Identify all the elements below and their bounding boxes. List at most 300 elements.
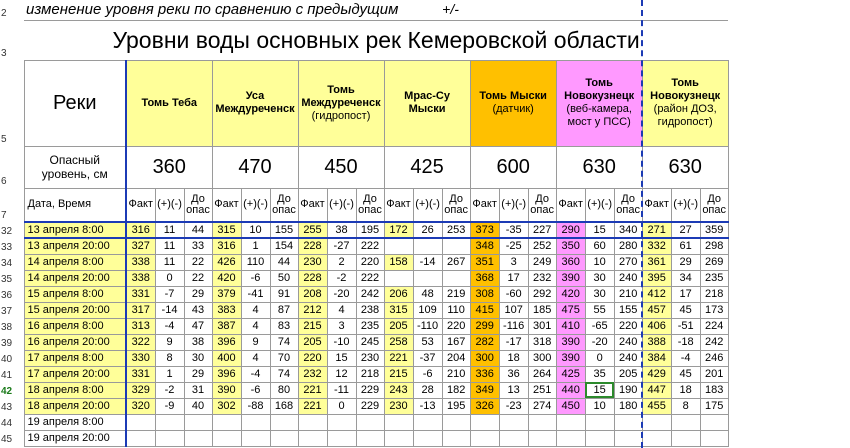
to-danger-cell[interactable] [528, 430, 556, 446]
fact-cell[interactable]: 447 [642, 382, 671, 398]
fact-cell[interactable] [126, 430, 155, 446]
change-cell[interactable]: 4 [327, 302, 356, 318]
to-danger-cell[interactable]: 74 [270, 366, 298, 382]
row-number[interactable]: 35 [0, 270, 24, 286]
change-cell[interactable]: 8 [155, 350, 184, 366]
row-number[interactable]: 33 [0, 238, 24, 254]
fact-cell[interactable]: 379 [212, 286, 241, 302]
to-danger-cell[interactable]: 238 [356, 302, 384, 318]
fact-cell[interactable]: 450 [556, 398, 585, 414]
to-danger-cell[interactable]: 298 [700, 238, 728, 254]
change-cell[interactable]: 36 [499, 366, 528, 382]
to-danger-cell[interactable]: 38 [184, 334, 212, 350]
fact-cell[interactable]: 387 [212, 318, 241, 334]
change-cell[interactable]: 9 [241, 334, 270, 350]
change-cell[interactable]: 30 [585, 270, 614, 286]
to-danger-cell[interactable]: 222 [356, 238, 384, 254]
change-header[interactable]: (+)(-) [413, 188, 442, 222]
to-danger-cell[interactable]: 195 [356, 222, 384, 238]
fact-cell[interactable]: 348 [470, 238, 499, 254]
fact-cell[interactable]: 331 [126, 286, 155, 302]
fact-cell[interactable]: 308 [470, 286, 499, 302]
to-danger-cell[interactable]: 205 [614, 366, 642, 382]
to-danger-cell[interactable] [442, 430, 470, 446]
station-header[interactable] [298, 60, 384, 146]
change-cell[interactable]: 11 [155, 254, 184, 270]
date-cell[interactable]: 19 апреля 20:00 [24, 430, 126, 446]
fact-cell[interactable] [384, 414, 413, 430]
to-danger-cell[interactable] [528, 414, 556, 430]
change-cell[interactable]: 45 [671, 302, 700, 318]
fact-cell[interactable] [556, 430, 585, 446]
fact-header[interactable]: Факт [642, 188, 671, 222]
to-danger-cell[interactable]: 40 [184, 398, 212, 414]
fact-cell[interactable]: 420 [556, 286, 585, 302]
date-cell[interactable]: 18 апреля 8:00 [24, 382, 126, 398]
to-danger-cell[interactable]: 235 [700, 270, 728, 286]
change-header[interactable]: (+)(-) [499, 188, 528, 222]
to-danger-cell[interactable]: 154 [270, 238, 298, 254]
fact-cell[interactable]: 212 [298, 302, 327, 318]
fact-cell[interactable]: 258 [384, 334, 413, 350]
to-danger-cell[interactable]: 219 [442, 286, 470, 302]
change-cell[interactable]: -116 [499, 318, 528, 334]
to-danger-cell[interactable]: 80 [270, 382, 298, 398]
change-cell[interactable]: 2 [327, 254, 356, 270]
fact-header[interactable]: Факт [298, 188, 327, 222]
change-cell[interactable]: 17 [671, 286, 700, 302]
change-cell[interactable]: 8 [671, 398, 700, 414]
fact-cell[interactable]: 221 [384, 350, 413, 366]
change-header[interactable]: (+)(-) [155, 188, 184, 222]
to-danger-cell[interactable] [184, 414, 212, 430]
change-cell[interactable] [413, 270, 442, 286]
sign-cell[interactable]: +/- [442, 1, 459, 18]
to-danger-cell[interactable]: 44 [184, 222, 212, 238]
fact-cell[interactable]: 350 [556, 238, 585, 254]
date-cell[interactable]: 15 апреля 8:00 [24, 286, 126, 302]
fact-cell[interactable]: 331 [126, 366, 155, 382]
fact-cell[interactable]: 332 [642, 238, 671, 254]
fact-cell[interactable]: 255 [298, 222, 327, 238]
fact-cell[interactable]: 221 [298, 398, 327, 414]
fact-header[interactable]: Факт [384, 188, 413, 222]
change-cell[interactable] [413, 414, 442, 430]
to-danger-cell[interactable] [700, 414, 728, 430]
to-danger-cell[interactable] [356, 430, 384, 446]
date-cell[interactable]: 16 апреля 8:00 [24, 318, 126, 334]
to-danger-cell[interactable]: 240 [614, 350, 642, 366]
to-danger-cell[interactable]: 155 [270, 222, 298, 238]
change-cell[interactable] [585, 430, 614, 446]
danger-level-value[interactable]: 360 [126, 146, 212, 188]
change-cell[interactable]: 60 [585, 238, 614, 254]
fact-cell[interactable] [470, 430, 499, 446]
change-cell[interactable]: 1 [155, 366, 184, 382]
to-danger-cell[interactable]: 201 [700, 366, 728, 382]
change-cell[interactable]: -20 [327, 286, 356, 302]
change-cell[interactable]: -9 [155, 398, 184, 414]
danger-level-label[interactable]: Опасный уровень, см [24, 146, 126, 188]
row-number[interactable]: 5 [0, 60, 24, 146]
danger-level-value[interactable]: 425 [384, 146, 470, 188]
to-danger-header[interactable]: До опас [184, 188, 212, 222]
change-cell[interactable]: 27 [671, 222, 700, 238]
change-cell[interactable]: -37 [413, 350, 442, 366]
fact-cell[interactable]: 313 [126, 318, 155, 334]
fact-cell[interactable] [384, 430, 413, 446]
fact-cell[interactable]: 230 [384, 398, 413, 414]
to-danger-cell[interactable]: 218 [700, 286, 728, 302]
to-danger-cell[interactable]: 235 [356, 318, 384, 334]
fact-cell[interactable]: 338 [126, 254, 155, 270]
date-cell[interactable]: 15 апреля 20:00 [24, 302, 126, 318]
change-cell[interactable]: 4 [241, 302, 270, 318]
sheet-title[interactable]: Уровни воды основных рек Кемеровской области [24, 20, 728, 60]
to-danger-cell[interactable]: 232 [528, 270, 556, 286]
row-number[interactable]: 45 [0, 430, 24, 446]
fact-cell[interactable]: 426 [212, 254, 241, 270]
change-cell[interactable] [413, 430, 442, 446]
change-header[interactable]: (+)(-) [241, 188, 270, 222]
change-header[interactable]: (+)(-) [671, 188, 700, 222]
to-danger-cell[interactable]: 182 [442, 382, 470, 398]
change-cell[interactable]: 38 [327, 222, 356, 238]
change-cell[interactable]: -11 [327, 382, 356, 398]
fact-cell[interactable]: 412 [642, 286, 671, 302]
fact-cell[interactable]: 410 [556, 318, 585, 334]
change-cell[interactable]: -4 [671, 350, 700, 366]
to-danger-cell[interactable] [614, 430, 642, 446]
danger-level-value[interactable]: 630 [642, 146, 728, 188]
change-cell[interactable] [155, 430, 184, 446]
change-cell[interactable]: -14 [413, 254, 442, 270]
fact-cell[interactable]: 351 [470, 254, 499, 270]
row-number[interactable]: 40 [0, 350, 24, 366]
station-header[interactable] [642, 60, 728, 146]
row-number[interactable]: 34 [0, 254, 24, 270]
fact-cell[interactable] [212, 430, 241, 446]
change-cell[interactable]: 4 [241, 350, 270, 366]
to-danger-cell[interactable]: 280 [614, 238, 642, 254]
change-cell[interactable] [499, 414, 528, 430]
fact-cell[interactable]: 420 [212, 270, 241, 286]
to-danger-cell[interactable]: 50 [270, 270, 298, 286]
fact-cell[interactable]: 316 [126, 222, 155, 238]
change-cell[interactable]: -17 [499, 334, 528, 350]
to-danger-cell[interactable]: 252 [528, 238, 556, 254]
to-danger-header[interactable]: До опас [442, 188, 470, 222]
change-cell[interactable] [671, 430, 700, 446]
to-danger-cell[interactable]: 253 [442, 222, 470, 238]
fact-cell[interactable]: 220 [298, 350, 327, 366]
change-cell[interactable]: 15 [327, 350, 356, 366]
danger-level-value[interactable]: 450 [298, 146, 384, 188]
change-header[interactable]: (+)(-) [327, 188, 356, 222]
fact-cell[interactable]: 302 [212, 398, 241, 414]
change-cell[interactable]: -23 [499, 398, 528, 414]
fact-cell[interactable]: 327 [126, 238, 155, 254]
change-cell[interactable]: -10 [327, 334, 356, 350]
to-danger-cell[interactable]: 195 [442, 398, 470, 414]
change-cell[interactable]: -51 [671, 318, 700, 334]
change-cell[interactable]: -6 [241, 270, 270, 286]
fact-cell[interactable]: 475 [556, 302, 585, 318]
change-cell[interactable]: 11 [155, 222, 184, 238]
change-cell[interactable]: -2 [327, 270, 356, 286]
change-cell[interactable] [241, 414, 270, 430]
to-danger-cell[interactable] [270, 414, 298, 430]
change-cell[interactable]: -60 [499, 286, 528, 302]
change-cell[interactable]: 0 [155, 270, 184, 286]
change-cell[interactable]: -13 [413, 398, 442, 414]
fact-cell[interactable]: 299 [470, 318, 499, 334]
fact-cell[interactable]: 315 [212, 222, 241, 238]
change-cell[interactable]: 17 [499, 270, 528, 286]
fact-cell[interactable]: 457 [642, 302, 671, 318]
fact-cell[interactable] [642, 414, 671, 430]
to-danger-cell[interactable]: 183 [700, 382, 728, 398]
fact-cell[interactable]: 317 [126, 302, 155, 318]
to-danger-header[interactable]: До опас [356, 188, 384, 222]
danger-level-value[interactable]: 600 [470, 146, 556, 188]
fact-cell[interactable]: 206 [384, 286, 413, 302]
to-danger-cell[interactable]: 43 [184, 302, 212, 318]
to-danger-cell[interactable]: 87 [270, 302, 298, 318]
to-danger-cell[interactable]: 251 [528, 382, 556, 398]
change-cell[interactable]: -88 [241, 398, 270, 414]
to-danger-cell[interactable]: 168 [270, 398, 298, 414]
fact-cell[interactable]: 390 [556, 270, 585, 286]
to-danger-cell[interactable]: 292 [528, 286, 556, 302]
to-danger-cell[interactable]: 318 [528, 334, 556, 350]
change-cell[interactable]: 18 [671, 382, 700, 398]
to-danger-cell[interactable]: 47 [184, 318, 212, 334]
to-danger-cell[interactable]: 230 [356, 350, 384, 366]
to-danger-cell[interactable]: 218 [356, 366, 384, 382]
fact-cell[interactable]: 205 [298, 334, 327, 350]
change-cell[interactable]: 13 [499, 382, 528, 398]
fact-cell[interactable]: 415 [470, 302, 499, 318]
fact-cell[interactable]: 361 [642, 254, 671, 270]
row-number[interactable]: 42 [0, 382, 24, 398]
station-header[interactable] [556, 60, 642, 146]
to-danger-cell[interactable]: 274 [528, 398, 556, 414]
to-danger-cell[interactable]: 222 [356, 270, 384, 286]
fact-cell[interactable]: 315 [384, 302, 413, 318]
change-cell[interactable]: 61 [671, 238, 700, 254]
row-number[interactable]: 38 [0, 318, 24, 334]
fact-cell[interactable] [298, 430, 327, 446]
change-cell[interactable]: 1 [241, 238, 270, 254]
fact-cell[interactable]: 360 [556, 254, 585, 270]
to-danger-cell[interactable]: 33 [184, 238, 212, 254]
to-danger-cell[interactable]: 22 [184, 254, 212, 270]
fact-cell[interactable]: 330 [126, 350, 155, 366]
to-danger-cell[interactable]: 173 [700, 302, 728, 318]
change-cell[interactable] [327, 430, 356, 446]
change-cell[interactable]: 110 [241, 254, 270, 270]
fact-cell[interactable] [642, 430, 671, 446]
change-cell[interactable] [413, 238, 442, 254]
date-cell[interactable]: 13 апреля 20:00 [24, 238, 126, 254]
fact-cell[interactable]: 368 [470, 270, 499, 286]
to-danger-cell[interactable]: 185 [528, 302, 556, 318]
note-cell[interactable]: изменение уровня реки по сравнению с предыдущим [26, 1, 399, 19]
fact-cell[interactable]: 282 [470, 334, 499, 350]
fact-cell[interactable]: 336 [470, 366, 499, 382]
fact-cell[interactable]: 400 [212, 350, 241, 366]
date-cell[interactable]: 18 апреля 20:00 [24, 398, 126, 414]
to-danger-cell[interactable]: 175 [700, 398, 728, 414]
to-danger-cell[interactable]: 210 [442, 366, 470, 382]
to-danger-cell[interactable]: 31 [184, 382, 212, 398]
fact-cell[interactable]: 228 [298, 270, 327, 286]
change-cell[interactable]: 55 [585, 302, 614, 318]
row-number[interactable]: 6 [0, 146, 24, 188]
to-danger-cell[interactable]: 227 [528, 222, 556, 238]
fact-cell[interactable]: 316 [212, 238, 241, 254]
fact-cell[interactable]: 215 [298, 318, 327, 334]
change-cell[interactable]: 4 [241, 318, 270, 334]
change-cell[interactable]: 10 [585, 398, 614, 414]
to-danger-cell[interactable]: 180 [614, 398, 642, 414]
change-cell[interactable]: 10 [241, 222, 270, 238]
fact-cell[interactable] [298, 414, 327, 430]
to-danger-cell[interactable]: 110 [442, 302, 470, 318]
to-danger-cell[interactable]: 30 [184, 350, 212, 366]
fact-cell[interactable] [470, 414, 499, 430]
change-cell[interactable]: -4 [241, 366, 270, 382]
fact-cell[interactable]: 425 [556, 366, 585, 382]
to-danger-cell[interactable]: 83 [270, 318, 298, 334]
fact-cell[interactable]: 300 [470, 350, 499, 366]
fact-cell[interactable] [126, 414, 155, 430]
to-danger-cell[interactable]: 240 [614, 270, 642, 286]
to-danger-cell[interactable]: 210 [614, 286, 642, 302]
fact-cell[interactable]: 396 [212, 366, 241, 382]
change-cell[interactable]: 18 [499, 350, 528, 366]
fact-cell[interactable]: 395 [642, 270, 671, 286]
to-danger-cell[interactable]: 29 [184, 286, 212, 302]
change-cell[interactable]: -35 [499, 222, 528, 238]
to-danger-cell[interactable]: 29 [184, 366, 212, 382]
change-cell[interactable] [327, 414, 356, 430]
change-cell[interactable]: 48 [413, 286, 442, 302]
to-danger-cell[interactable]: 220 [614, 318, 642, 334]
change-cell[interactable]: 107 [499, 302, 528, 318]
to-danger-cell[interactable]: 229 [356, 398, 384, 414]
fact-header[interactable]: Факт [470, 188, 499, 222]
to-danger-cell[interactable]: 300 [528, 350, 556, 366]
to-danger-cell[interactable]: 220 [442, 318, 470, 334]
fact-cell[interactable]: 429 [642, 366, 671, 382]
to-danger-cell[interactable]: 204 [442, 350, 470, 366]
fact-cell[interactable]: 338 [126, 270, 155, 286]
date-cell[interactable]: 17 апреля 8:00 [24, 350, 126, 366]
row-number[interactable]: 3 [0, 20, 24, 60]
change-cell[interactable]: -27 [327, 238, 356, 254]
to-danger-header[interactable]: До опас [700, 188, 728, 222]
station-header[interactable] [470, 60, 556, 146]
row-number[interactable]: 2 [0, 0, 24, 20]
change-cell[interactable]: 0 [327, 398, 356, 414]
to-danger-cell[interactable] [614, 414, 642, 430]
fact-cell[interactable] [212, 414, 241, 430]
to-danger-cell[interactable]: 359 [700, 222, 728, 238]
danger-level-value[interactable]: 630 [556, 146, 642, 188]
change-cell[interactable] [155, 414, 184, 430]
change-cell[interactable]: 3 [499, 254, 528, 270]
change-cell[interactable]: 30 [585, 286, 614, 302]
fact-cell[interactable]: 290 [556, 222, 585, 238]
fact-cell[interactable]: 390 [556, 334, 585, 350]
to-danger-cell[interactable]: 269 [700, 254, 728, 270]
to-danger-cell[interactable]: 264 [528, 366, 556, 382]
to-danger-cell[interactable] [442, 270, 470, 286]
change-cell[interactable]: 34 [671, 270, 700, 286]
change-cell[interactable]: -4 [155, 318, 184, 334]
row-number[interactable]: 37 [0, 302, 24, 318]
to-danger-header[interactable]: До опас [270, 188, 298, 222]
to-danger-cell[interactable]: 270 [614, 254, 642, 270]
to-danger-cell[interactable]: 224 [700, 318, 728, 334]
change-cell[interactable]: 53 [413, 334, 442, 350]
change-cell[interactable]: 45 [671, 366, 700, 382]
rivers-header[interactable]: Реки [24, 60, 126, 146]
date-cell[interactable]: 14 апреля 8:00 [24, 254, 126, 270]
change-cell[interactable]: -14 [155, 302, 184, 318]
fact-cell[interactable]: 383 [212, 302, 241, 318]
change-cell[interactable]: 15 [585, 222, 614, 238]
to-danger-cell[interactable] [442, 238, 470, 254]
fact-cell[interactable]: 232 [298, 366, 327, 382]
change-cell[interactable]: -25 [499, 238, 528, 254]
fact-cell[interactable]: 440 [556, 382, 585, 398]
to-danger-cell[interactable]: 190 [614, 382, 642, 398]
fact-cell[interactable]: 322 [126, 334, 155, 350]
fact-cell[interactable]: 221 [298, 382, 327, 398]
row-number[interactable]: 44 [0, 414, 24, 430]
fact-header[interactable]: Факт [126, 188, 155, 222]
to-danger-cell[interactable]: 240 [614, 334, 642, 350]
fact-cell[interactable]: 390 [212, 382, 241, 398]
change-cell[interactable]: -6 [413, 366, 442, 382]
station-header[interactable] [126, 60, 212, 146]
change-header[interactable]: (+)(-) [585, 188, 614, 222]
change-cell[interactable]: -110 [413, 318, 442, 334]
change-cell[interactable]: 9 [155, 334, 184, 350]
change-cell[interactable]: 0 [585, 350, 614, 366]
to-danger-header[interactable]: До опас [528, 188, 556, 222]
to-danger-cell[interactable]: 249 [528, 254, 556, 270]
change-cell[interactable]: 35 [585, 366, 614, 382]
fact-cell[interactable]: 172 [384, 222, 413, 238]
change-cell[interactable]: 109 [413, 302, 442, 318]
change-cell[interactable]: -18 [671, 334, 700, 350]
to-danger-cell[interactable]: 220 [356, 254, 384, 270]
fact-cell[interactable]: 373 [470, 222, 499, 238]
fact-cell[interactable]: 396 [212, 334, 241, 350]
date-cell[interactable]: 13 апреля 8:00 [24, 222, 126, 238]
date-cell[interactable]: 19 апреля 8:00 [24, 414, 126, 430]
to-danger-cell[interactable]: 91 [270, 286, 298, 302]
to-danger-cell[interactable]: 242 [356, 286, 384, 302]
change-cell[interactable]: 10 [585, 254, 614, 270]
danger-level-value[interactable]: 470 [212, 146, 298, 188]
to-danger-cell[interactable]: 246 [700, 350, 728, 366]
fact-cell[interactable]: 455 [642, 398, 671, 414]
